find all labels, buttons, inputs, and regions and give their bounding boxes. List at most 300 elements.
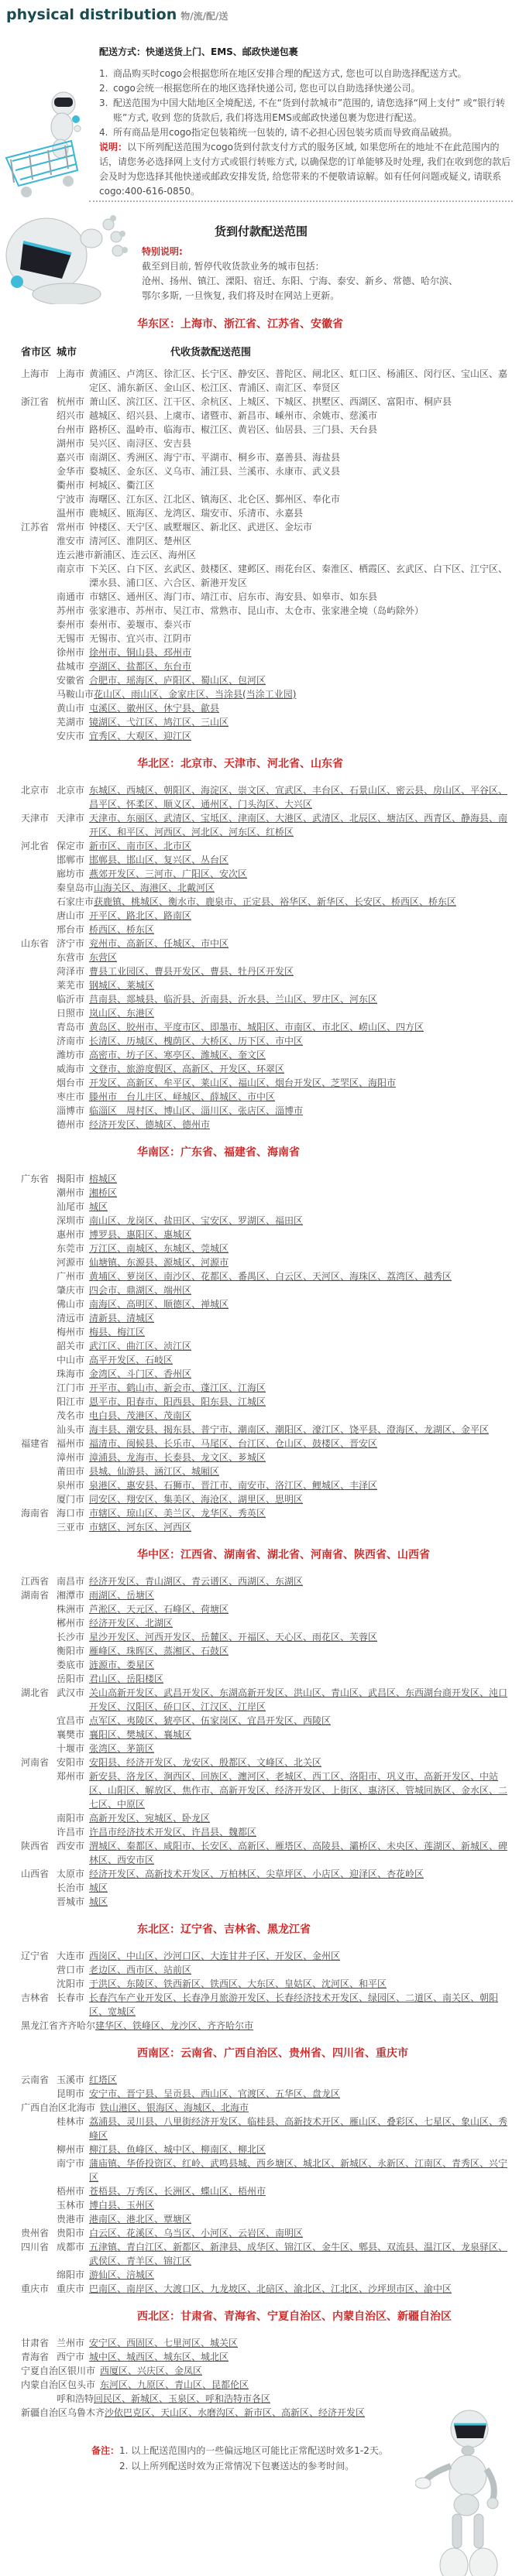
footer-area <box>0 2443 519 2474</box>
table-row <box>0 1867 519 1881</box>
province-cell: 吉林省 <box>21 1992 50 2003</box>
districts-cell: 星沙开发区、河西开发区、岳麓区、开福区、天心区、雨花区、芙蓉区 <box>89 1632 378 1643</box>
table-row <box>0 1104 519 1118</box>
table-row <box>0 1020 519 1034</box>
districts-cell: 花山区、雨山区、金家庄区、当涂县(当涂工业园) <box>94 689 297 700</box>
districts-cell: 城区 <box>89 1201 108 1212</box>
city-cell: 中山市 <box>57 1355 85 1365</box>
table-row <box>0 2115 519 2143</box>
robot-peek-image <box>0 207 132 307</box>
city-cell: 南阳市 <box>57 1813 85 1824</box>
city-cell: 娄底市 <box>57 1660 85 1670</box>
footer-note-line: 1. 以上配送范围内的一些偏远地区可能比正常配送时效多1-2天。 <box>119 2445 388 2456</box>
city-cell: 济南市 <box>57 1036 85 1046</box>
table-row <box>0 1686 519 1714</box>
page-title-en: physical distribution <box>6 6 177 23</box>
districts-cell: 巴南区、南岸区、大渡口区、九龙坡区、北碚区、渝北区、江北区、沙坪坝市区、渝中区 <box>89 2283 452 2294</box>
districts-cell: 钟楼区、天宁区、戚墅堰区、新北区、武进区、金坛市 <box>89 522 313 533</box>
districts-cell: 经济开发区、高新技术开发区、万柏林区、尖草坪区、小店区、迎泽区、杏花岭区 <box>89 1869 424 1879</box>
page-header <box>6 6 228 23</box>
table-row <box>0 1311 519 1325</box>
table-row <box>0 1977 519 1991</box>
table-row <box>0 895 519 909</box>
districts-cell: 获鹿镇、桃城区、衡水市、鹿泉市、正定县、裕华区、新华区、长安区、桥西区、桥东区 <box>94 896 457 907</box>
province-cell <box>21 715 57 729</box>
special-note-line: 截至到目前, 暂停代收货款业务的城市包括： <box>142 261 325 272</box>
city-cell: 绵阳市 <box>57 2269 85 2280</box>
city-cell: 淄博市 <box>57 1105 85 1116</box>
districts-cell: 经济开发区、北湖区 <box>89 1618 174 1629</box>
table-row <box>0 2350 519 2364</box>
table-row <box>0 1949 519 1963</box>
shipping-methods-line: 配送方式：快递送货上门、EMS、邮政快递包裹 <box>99 46 298 57</box>
province-cell: 黑龙江省 <box>21 2020 59 2031</box>
table-row <box>0 1602 519 1616</box>
table-row <box>0 618 519 632</box>
table-row <box>0 395 519 409</box>
city-cell: 海口市 <box>57 1508 85 1519</box>
table-row <box>0 2156 519 2184</box>
districts-cell: 许昌市经济技术开发区、许昌县、魏都区 <box>89 1827 257 1838</box>
table-row <box>0 2101 519 2115</box>
districts-cell: 新市区、南市区、北市区 <box>89 841 192 851</box>
province-cell <box>21 1464 57 1478</box>
districts-cell: 高新开发区、宛城区、卧龙区 <box>89 1813 211 1824</box>
table-row <box>0 964 519 978</box>
city-cell: 柳州市 <box>57 2144 85 2155</box>
province-cell: 河南省 <box>21 1757 50 1768</box>
city-cell: 宜昌市 <box>57 1715 85 1726</box>
city-cell: 东莞市 <box>57 1243 85 1254</box>
table-row <box>0 1255 519 1269</box>
province-cell <box>21 1200 57 1214</box>
table-row <box>0 1325 519 1339</box>
table-row <box>0 1630 519 1644</box>
city-cell: 重庆市 <box>57 2283 85 2294</box>
table-row <box>0 1520 519 1534</box>
districts-cell: 城区 <box>89 1896 108 1907</box>
districts-cell: 燕郊开发区、三河市、广阳区、安次区 <box>89 868 248 879</box>
districts-cell: 渭城区、秦都区、咸阳市、长安区、高新区、雁塔区、高陵县、灞桥区、未央区、莲湖区、新城区、碑林区、西安市区 <box>89 1841 508 1865</box>
districts-cell: 西厦区、兴庆区、金凤区 <box>100 2365 203 2376</box>
province-cell <box>21 1104 57 1118</box>
province-cell <box>21 409 57 423</box>
city-cell: 潍坊市 <box>57 1050 85 1060</box>
region-section <box>0 1547 519 1909</box>
province-cell <box>21 2143 57 2156</box>
province-cell <box>21 1728 57 1742</box>
table-row <box>0 2364 519 2378</box>
table-row <box>0 1756 519 1769</box>
city-cell: 大连市 <box>57 1951 85 1961</box>
city-cell: 清远市 <box>57 1313 85 1324</box>
city-cell: 东营市 <box>57 952 85 963</box>
city-cell: 西宁市 <box>57 2352 85 2362</box>
table-row <box>0 1228 519 1242</box>
city-cell: 太原市 <box>57 1869 85 1879</box>
districts-cell: 亭湖区、盐都区、东台市 <box>89 661 192 672</box>
table-row <box>0 1506 519 1520</box>
province-cell <box>21 1186 57 1200</box>
districts-cell: 东城区、西城区、朝阳区、海淀区、崇文区、宣武区、丰台区、石景山区、密云县、房山区、平谷区、昌平区、怀柔区、顺义区、通州区、门头沟区、大兴区 <box>89 785 508 810</box>
province-cell <box>21 1020 57 1034</box>
districts-cell: 合肥市、瑶海区、庐阳区、蜀山区、包河区 <box>89 675 266 686</box>
robot-presenter-image <box>415 2404 508 2576</box>
districts-cell: 鹿城区、瓯海区、龙湾区、瑞安市、乐清市、永嘉县 <box>89 508 304 519</box>
districts-cell: 海曙区、江东区、江北区、镇海区、北仑区、鄞州区、奉化市 <box>89 494 341 505</box>
districts-cell: 市辖区、琼山区、美兰区、龙华区、秀英区 <box>89 1508 266 1519</box>
province-cell: 陕西省 <box>21 1841 50 1852</box>
city-cell: 安阳市 <box>57 1757 85 1768</box>
city-cell: 嘉兴市 <box>57 452 85 463</box>
city-cell: 郴州市 <box>57 1618 85 1629</box>
table-row <box>0 1437 519 1451</box>
districts-cell: 芦淞区、天元区、石峰区、荷塘区 <box>89 1604 229 1615</box>
city-cell: 常州市 <box>57 522 85 533</box>
city-cell: 广州市 <box>57 1271 85 1282</box>
province-cell <box>21 1811 57 1825</box>
province-cell <box>21 1423 57 1437</box>
province-cell <box>21 701 57 715</box>
city-cell: 厦门市 <box>57 1494 85 1505</box>
city-cell: 襄樊市 <box>57 1729 85 1740</box>
city-cell: 珠海市 <box>57 1368 85 1379</box>
city-cell: 天津市 <box>57 813 85 824</box>
city-cell: 武汉市 <box>57 1687 85 1698</box>
table-row <box>0 1186 519 1200</box>
table-row <box>0 1409 519 1423</box>
districts-cell: 万江区、南城区、东城区、莞城区 <box>89 1243 229 1254</box>
city-cell: 肇庆市 <box>57 1285 85 1296</box>
city-cell: 梅州市 <box>57 1327 85 1338</box>
districts-cell: 开发区、高新区、牟平区、莱山区、福山区、烟台开发区、芝罘区、海阳市 <box>89 1077 397 1088</box>
districts-cell: 东河区、九原区、青山区、昆都伦区 <box>100 2379 249 2390</box>
province-cell: 辽宁省 <box>21 1951 50 1961</box>
city-cell: 德州市 <box>57 1119 85 1130</box>
province-cell <box>21 659 57 673</box>
city-cell: 宁波市 <box>57 494 85 505</box>
city-cell: 济宁市 <box>57 938 85 949</box>
province-cell <box>21 2087 57 2101</box>
province-cell <box>21 2392 57 2406</box>
districts-cell: 东营区 <box>89 952 118 963</box>
districts-cell: 于洪区、东陵区、铁西新区、铁西区、大东区、皇姑区、沈河区、和平区 <box>89 1978 387 1989</box>
region-title: 西北区：甘肃省、青海省、宁夏自治区、内蒙自治区、新疆自治区 <box>137 2311 452 2323</box>
districts-cell: 城中区、城西区、城东区、城北区 <box>89 2352 229 2362</box>
province-cell <box>21 590 57 604</box>
table-row <box>0 909 519 923</box>
table-row <box>0 2226 519 2240</box>
table-row <box>0 783 519 811</box>
region-title: 东北区：辽宁省、吉林省、黑龙江省 <box>137 1923 311 1936</box>
region-section <box>0 2308 519 2420</box>
city-cell: 南昌市 <box>57 1576 85 1587</box>
table-row <box>0 715 519 729</box>
province-cell: 山西省 <box>21 1869 50 1879</box>
table-row <box>0 2073 519 2087</box>
city-cell: 邢台市 <box>57 924 85 935</box>
province-cell <box>21 1672 57 1686</box>
province-cell <box>21 534 57 548</box>
province-cell <box>21 1881 57 1895</box>
column-header-province: 省市区 <box>21 347 52 358</box>
districts-cell: 铁山港区、银海区、海城区、北海市 <box>100 2102 249 2113</box>
province-cell <box>21 964 57 978</box>
province-cell <box>21 951 57 964</box>
table-row <box>0 951 519 964</box>
districts-cell: 兖州市、高新区、任城区、市中区 <box>89 938 229 949</box>
districts-cell: 张家港市、苏州市、吴江市、常熟市、昆山市、太仓市、张家港全境（岛屿除外） <box>89 605 424 616</box>
province-cell <box>21 978 57 992</box>
table-row <box>0 1742 519 1756</box>
city-cell: 台州市 <box>57 424 85 435</box>
districts-cell: 吴兴区、南浔区、安吉县 <box>89 438 192 449</box>
table-row <box>0 1616 519 1630</box>
province-cell <box>21 450 57 464</box>
city-cell: 安徽省 <box>57 675 85 686</box>
column-header-city: 城市 <box>57 347 77 358</box>
city-cell: 唐山市 <box>57 910 85 921</box>
province-cell <box>21 1963 57 1977</box>
province-cell <box>21 1242 57 1255</box>
districts-cell: 文登市、旅游度假区、高新区、开发区、环翠区 <box>89 1064 285 1074</box>
table-row <box>0 1963 519 1977</box>
districts-cell: 同安区、翔安区、集美区、海沧区、湖里区、思明区 <box>89 1494 304 1505</box>
table-row <box>0 2378 519 2392</box>
city-cell: 莆田市 <box>57 1466 85 1477</box>
city-cell: 深圳市 <box>57 1215 85 1226</box>
province-cell <box>21 1825 57 1839</box>
table-row <box>0 1395 519 1409</box>
province-cell: 福建省 <box>21 1438 50 1449</box>
city-cell: 枣庄市 <box>57 1091 85 1102</box>
table-row <box>0 409 519 423</box>
special-note <box>142 245 506 303</box>
city-cell: 长沙市 <box>57 1632 85 1643</box>
city-cell: 佛山市 <box>57 1299 85 1310</box>
table-row <box>0 437 519 450</box>
districts-cell: 城区 <box>89 1882 108 1893</box>
districts-cell: 高密市、坊子区、寒亭区、潍城区、奎文区 <box>89 1050 266 1060</box>
city-cell: 三亚市 <box>57 1522 85 1533</box>
city-cell: 安庆市 <box>57 731 85 742</box>
city-cell: 贵港市 <box>57 2214 85 2225</box>
districts-cell: 泉港区、惠安县、石狮市、晋江市、南安市、洛江区、鲤城区、丰泽区 <box>89 1480 378 1491</box>
city-cell: 漳州市 <box>57 1452 85 1463</box>
districts-cell: 苍梧县、万秀区、长洲区、蝶山区、梧州市 <box>89 2186 266 2197</box>
city-cell: 苏州市 <box>57 605 85 616</box>
province-cell <box>21 492 57 506</box>
table-row <box>0 1200 519 1214</box>
city-cell: 邯郸市 <box>57 855 85 865</box>
districts-cell: 白云区、花溪区、乌当区、小河区、云岩区、南明区 <box>89 2228 304 2239</box>
table-row <box>0 1214 519 1228</box>
table-row <box>0 1367 519 1381</box>
districts-cell: 安宁市、晋宁县、呈贡县、西山区、官渡区、五华区、盘龙区 <box>89 2088 341 2099</box>
districts-cell: 四会市、鼎湖区、端州区 <box>89 1285 192 1296</box>
table-row <box>0 548 519 562</box>
table-row <box>0 659 519 673</box>
province-cell <box>21 1034 57 1048</box>
table-row <box>0 853 519 867</box>
region-section <box>0 1144 519 1534</box>
intro-item <box>99 125 513 140</box>
city-cell: 株洲市 <box>57 1604 85 1615</box>
province-cell <box>21 1311 57 1325</box>
districts-cell: 天津市、东丽区、武清区、宝坻区、津南区、大港区、武清区、北辰区、塘沽区、西青区、静海县、南开区、和平区、河西区、河北区、河东区、红桥区 <box>89 813 508 838</box>
province-cell: 重庆市 <box>21 2283 50 2294</box>
table-row <box>0 1034 519 1048</box>
special-note-line: 鄂尔多斯, 一旦恢复, 我们将及时在网站上更新。 <box>142 290 340 301</box>
intro-block <box>99 45 513 199</box>
districts-cell: 滕州市 台儿庄区、峄城区、薛城区、市中区 <box>89 1091 276 1102</box>
province-cell <box>21 646 57 659</box>
table-row <box>0 992 519 1006</box>
intro-note <box>99 140 513 199</box>
city-cell: 廊坊市 <box>57 868 85 879</box>
districts-cell: 长清区、历城区、槐荫区、大桥区、历下区、市中区 <box>89 1036 304 1046</box>
districts-cell: 县城、仙游县、涵江区、城厢区 <box>89 1466 220 1477</box>
table-row <box>0 1381 519 1395</box>
city-cell: 兰州市 <box>57 2338 85 2348</box>
province-cell <box>21 562 57 590</box>
province-cell <box>21 1977 57 1991</box>
districts-cell: 临淄区 周村区、博山区、淄川区、张店区、淄博市 <box>89 1105 304 1116</box>
intro-item-number: 1. <box>99 68 108 79</box>
province-cell <box>21 1062 57 1076</box>
table-row <box>0 1658 519 1672</box>
table-row <box>0 1076 519 1090</box>
districts-cell: 路桥区、温岭市、临海市、椒江区、黄岩区、仙居县、三门县、天台县 <box>89 424 378 435</box>
table-row <box>0 937 519 951</box>
city-cell: 长春市 <box>57 1992 85 2003</box>
districts-cell: 柳江县、鱼峰区、城中区、柳南区、柳北区 <box>89 2144 266 2155</box>
table-row <box>0 1423 519 1437</box>
districts-cell: 新安县、洛龙区、涧西区、回族区、瀍河区、老城区、西工区、洛阳市、巩义市、高新开发区、中站区、山阳区、解放区、焦作市、高新开发区、经济开发区、上街区、惠济区、管城回族区、金水区、二七区、中原区 <box>89 1771 508 1810</box>
province-cell <box>21 909 57 923</box>
province-cell <box>21 992 57 1006</box>
districts-cell: 经济开发区、德城区、德州市 <box>89 1119 211 1130</box>
districts-cell: 博罗县、惠阳区、惠城区 <box>89 1229 192 1240</box>
table-row <box>0 506 519 520</box>
province-cell <box>21 881 57 895</box>
city-cell: 北京市 <box>57 785 85 796</box>
districts-cell: 雨湖区、岳塘区 <box>89 1590 155 1601</box>
districts-cell: 金湾区、斗门区、香州区 <box>89 1368 192 1379</box>
intro-item-text: 商品购买时cogo会根据您所在地区安排合理的配送方式, 您也可以自助选择配送方式。 <box>113 68 467 79</box>
districts-cell: 钢城区、莱城区 <box>89 980 155 991</box>
table-row <box>0 1062 519 1076</box>
dotted-divider <box>89 200 513 202</box>
province-cell <box>21 1769 57 1811</box>
city-cell: 湘潭市 <box>57 1590 85 1601</box>
districts-cell: 梅县、梅江区 <box>89 1327 146 1338</box>
province-cell <box>21 1409 57 1423</box>
districts-cell: 君山区、岳阳楼区 <box>89 1673 164 1684</box>
city-cell: 沈阳市 <box>57 1978 85 1989</box>
districts-cell: 泰州市、姜堰市、泰兴市 <box>89 619 192 630</box>
province-cell: 江苏省 <box>21 522 50 533</box>
province-cell: 广西自治区 <box>21 2102 68 2113</box>
page-title-zh: 物/流/配/送 <box>180 11 229 22</box>
special-note-line: 沧州、扬州、镇江、溧阳、宿迁、东阳、宁海、泰安、新乡、常德、哈尔滨、 <box>142 276 459 286</box>
province-cell <box>21 1451 57 1464</box>
table-row <box>0 1588 519 1602</box>
table-row <box>0 1492 519 1506</box>
districts-cell: 清河区、淮阴区、楚州区 <box>89 536 192 546</box>
districts-cell: 榕城区 <box>89 1173 118 1184</box>
city-cell: 银川市 <box>67 2365 96 2376</box>
city-cell: 南京市 <box>57 564 85 574</box>
city-cell: 上海市 <box>57 368 85 379</box>
table-row <box>0 2143 519 2156</box>
province-cell: 广东省 <box>21 1173 50 1184</box>
table-row <box>0 604 519 618</box>
province-cell: 甘肃省 <box>21 2338 50 2348</box>
table-row <box>0 423 519 437</box>
province-cell <box>21 2268 57 2282</box>
table-row <box>0 2184 519 2198</box>
table-row <box>0 1242 519 1255</box>
region-section <box>0 316 519 743</box>
districts-cell: 恩平市、阳春市、阳西县、阳东县、江城区 <box>89 1396 266 1407</box>
city-cell: 许昌市 <box>57 1827 85 1838</box>
table-row <box>0 1895 519 1909</box>
city-cell: 齐齐哈尔 <box>58 2020 96 2031</box>
province-cell <box>21 1339 57 1353</box>
table-row <box>0 1478 519 1492</box>
districts-cell: 老边区、西市区、站前区 <box>89 1965 192 1975</box>
column-header-range: 代收货款配送范围 <box>170 347 252 358</box>
table-row <box>0 839 519 853</box>
province-cell <box>21 423 57 437</box>
districts-cell: 无锡市、宜兴市、江阴市 <box>89 633 192 644</box>
city-cell: 潮州市 <box>57 1187 85 1198</box>
province-cell <box>21 1076 57 1090</box>
province-cell <box>21 895 57 909</box>
table-column-headers <box>0 344 519 358</box>
province-cell <box>21 2115 57 2143</box>
city-cell: 梧州市 <box>57 2186 85 2197</box>
table-row <box>0 1297 519 1311</box>
province-cell: 新疆自治区 <box>21 2407 68 2418</box>
province-cell <box>21 1602 57 1616</box>
districts-cell: 武江区、曲江区、浈江区 <box>89 1341 192 1351</box>
province-cell <box>21 1269 57 1283</box>
province-cell: 江西省 <box>21 1576 50 1587</box>
city-cell: 北海市 <box>67 2102 96 2113</box>
province-cell: 山东省 <box>21 938 50 949</box>
city-cell: 揭阳市 <box>57 1173 85 1184</box>
table-row <box>0 1451 519 1464</box>
province-cell: 海南省 <box>21 1508 50 1519</box>
table-row <box>0 1714 519 1728</box>
districts-cell: 镜湖区、弋江区、鸠江区、三山区 <box>89 717 229 728</box>
city-cell: 无锡市 <box>57 633 85 644</box>
city-cell: 营口市 <box>57 1965 85 1975</box>
table-row <box>0 701 519 715</box>
intro-item-number: 3. <box>99 98 108 108</box>
city-cell: 江门市 <box>57 1382 85 1393</box>
table-row <box>0 1172 519 1186</box>
districts-cell: 安阳县、经济开发区、龙安区、殷都区、文峰区、北关区 <box>89 1757 322 1768</box>
districts-cell: 岚山区、东港区 <box>89 1008 155 1019</box>
table-row <box>0 978 519 992</box>
region-title: 西南区：云南省、广西自治区、贵州省、四川省、重庆市 <box>137 2047 408 2060</box>
city-cell: 汕头市 <box>57 1424 85 1435</box>
city-cell: 湖州市 <box>57 438 85 449</box>
districts-cell: 高平开发区、石岐区 <box>89 1355 174 1365</box>
